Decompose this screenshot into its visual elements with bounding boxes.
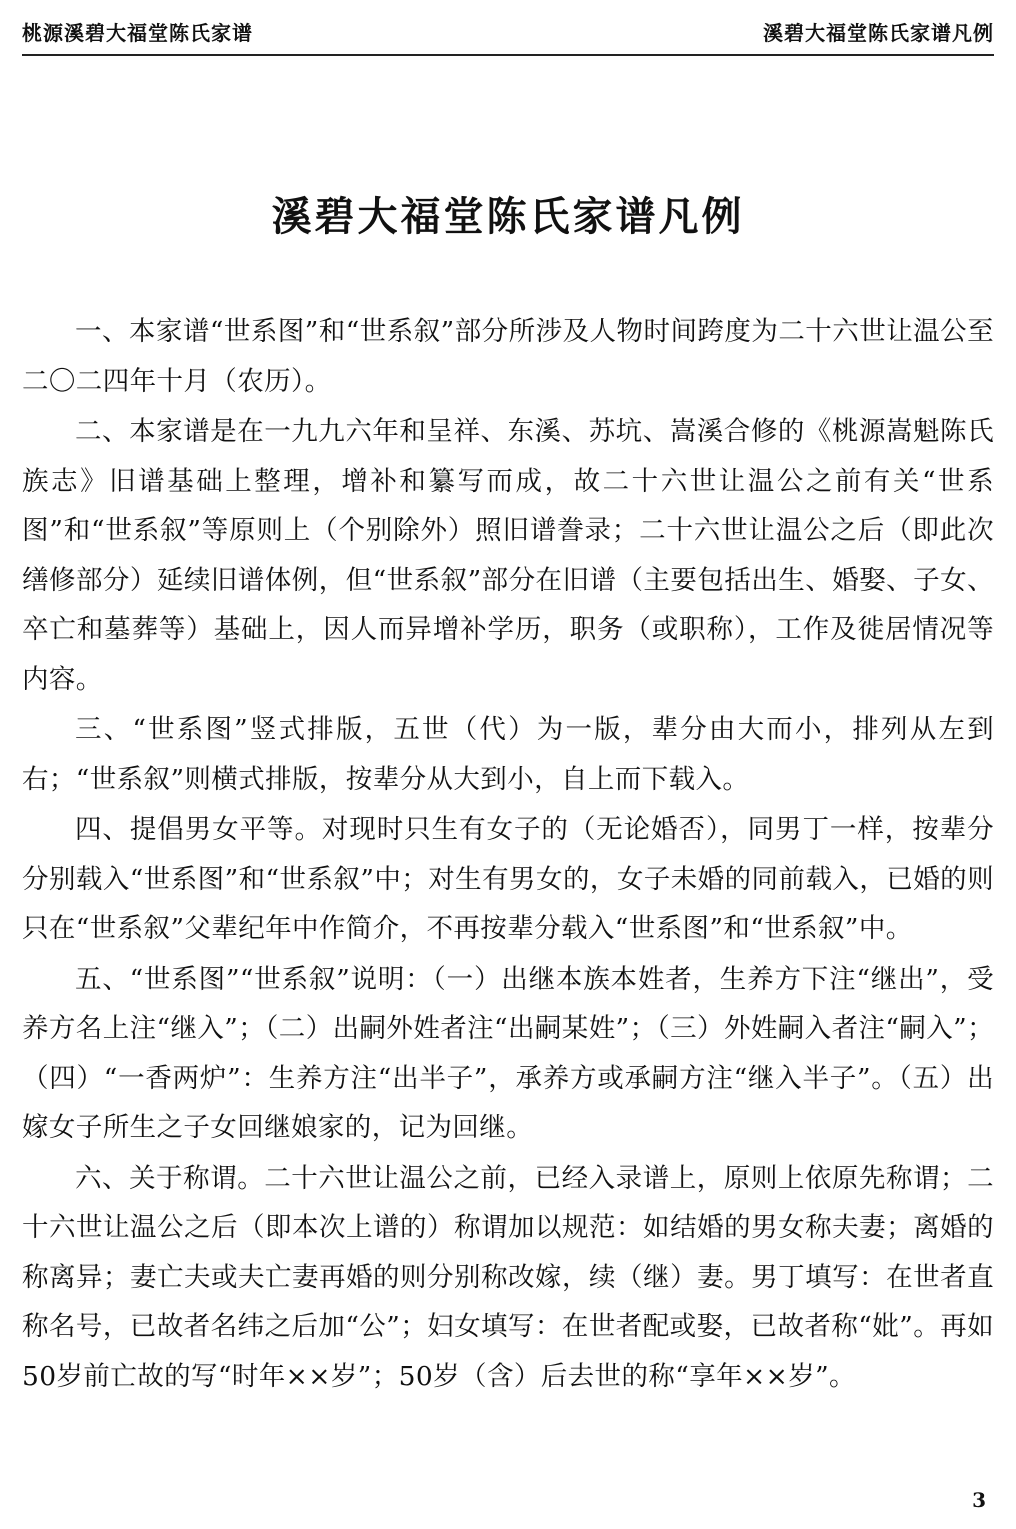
- running-header-left: 桃源溪碧大福堂陈氏家谱: [22, 20, 253, 45]
- header-divider: [22, 54, 994, 56]
- paragraph-1: 一、本家谱“世系图”和“世系叙”部分所涉及人物时间跨度为二十六世让温公至二〇二四年十月（农历）。: [22, 316, 994, 397]
- paragraph-4: 四、提倡男女平等。对现时只生有女子的（无论婚否），同男丁一样，按辈分分别载入“世系图”和“世系叙”中；对生有男女的，女子未婚的同前载入，已婚的则只在“世系叙”父辈纪年中作简介，不再按辈分载入“世系图”和“世系叙”中。: [22, 814, 994, 944]
- running-header-right: 溪碧大福堂陈氏家谱凡例: [763, 20, 994, 45]
- page-number: 3: [972, 1488, 986, 1512]
- paragraph-5: 五、“世系图”“世系叙”说明：（一）出继本族本姓者，生养方下注“继出”，受养方名上注“继入”；（二）出嗣外姓者注“出嗣某姓”；（三）外姓嗣入者注“嗣入”；（四）“一香两炉”：生养方注“出半子”，承养方或承嗣方注“继入半子”。（五）出嫁女子所生之子女回继娘家的，记为回继。: [22, 963, 994, 1143]
- paragraph-3: 三、“世系图”竖式排版，五世（代）为一版，辈分由大而小，排列从左到右；“世系叙”则横式排版，按辈分从大到小，自上而下载入。: [22, 714, 994, 795]
- running-header: [22, 14, 994, 48]
- paragraph-2: 二、本家谱是在一九九六年和呈祥、东溪、苏坑、嵩溪合修的《桃源嵩魁陈氏族志》旧谱基础上整理，增补和纂写而成，故二十六世让温公之前有关“世系图”和“世系叙”等原则上（个别除外）照旧谱誊录；二十六世让温公之后（即此次缮修部分）延续旧谱体例，但“世系叙”部分在旧谱（主要包括出生、婚娶、子女、卒亡和墓葬等）基础上，因人而异增补学历，职务（或职称），工作及徙居情况等内容。: [22, 416, 994, 695]
- paragraph-6: 六、关于称谓。二十六世让温公之前，已经入录谱上，原则上依原先称谓；二十六世让温公之后（即本次上谱的）称谓加以规范：如结婚的男女称夫妻；离婚的称离异；妻亡夫或夫亡妻再婚的则分别称改嫁，续（继）妻。男丁填写：在世者直称名号，已故者名纬之后加“公”；妇女填写：在世者配或娶，已故者称“妣”。再如50岁前亡故的写“时年××岁”；50岁（含）后去世的称“享年××岁”。: [22, 1162, 994, 1392]
- document-body: [22, 307, 994, 1401]
- page-title: 溪碧大福堂陈氏家谱凡例: [271, 193, 745, 240]
